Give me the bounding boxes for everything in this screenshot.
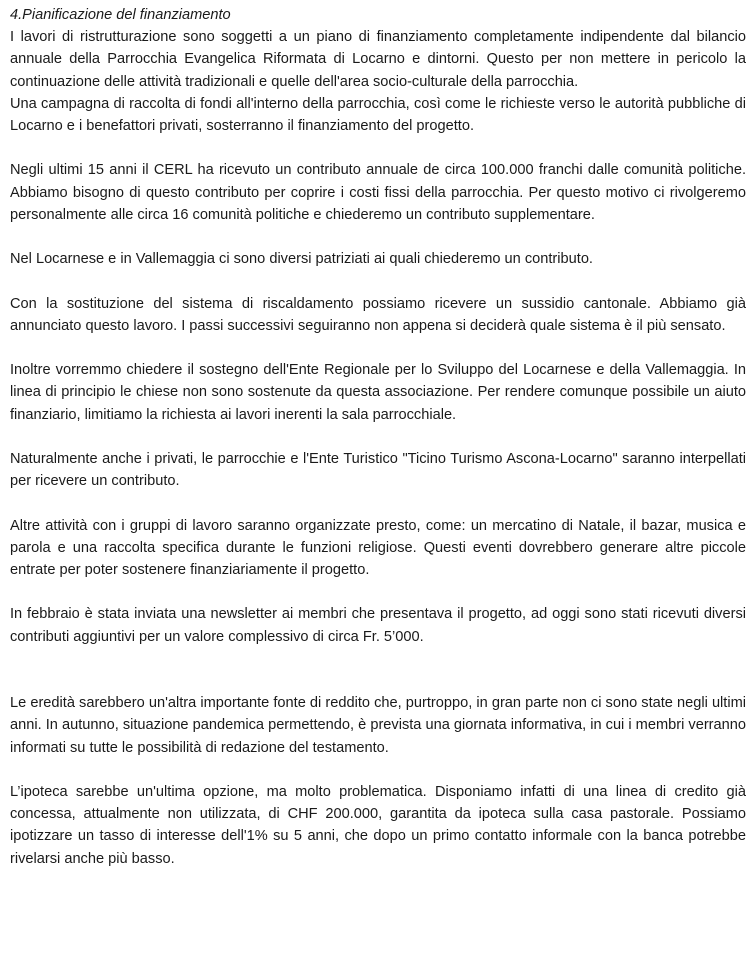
paragraph-mortgage: L’ipoteca sarebbe un'ultima opzione, ma molto problematica. Disponiamo infatti di una linea di credito già concessa, attualmente non utilizzata, di CHF 200.000, garantita da ipoteca sulla casa pastorale. Possiamo ipotizzare un tasso di interesse dell'1% su 5 anni, che dopo un primo contatto informale con la banca potrebbe rivelarsi anche più basso.	[10, 783, 746, 867]
paragraph-spacer	[10, 759, 746, 781]
paragraph-newsletter: In febbraio è stata inviata una newsletter ai membri che presentava il progetto, ad oggi sono stati ricevuti diversi contributi aggiuntivi per un valore complessivo di circa Fr. 5’000.	[10, 606, 746, 645]
paragraph-inheritances: Le eredità sarebbero un'altra importante fonte di reddito che, purtroppo, in gran parte non ci sono state negli ultimi anni. In autunno, situazione pandemica permettendo, è prevista una giornata informativa, in cui i membri verranno informati su tutte le possibilità di redazione del testamento.	[10, 695, 746, 756]
paragraph-regional-development: Inoltre vorremmo chiedere il sostegno dell'Ente Regionale per lo Sviluppo del Locarnese e della Vallemaggia. In linea di principio le chiese non sono sostenute da questa associazione. Per rendere comunque possibile un aiuto finanziario, limitiamo la richiesta ai lavori inerenti la sala parrocchiale.	[10, 362, 746, 423]
paragraph-heating-subsidy: Con la sostituzione del sistema di riscaldamento possiamo ricevere un sussidio cantonale. Abbiamo già annunciato questo lavoro. I passi successivi seguiranno non appena si deciderà quale sistema è il più sensato.	[10, 295, 746, 334]
document-page	[10, 4, 746, 870]
paragraph-spacer	[10, 426, 746, 448]
paragraph-private-donors: Naturalmente anche i privati, le parrocchie e l'Ente Turistico "Ticino Turismo Ascona-Locarno" saranno interpellati per ricevere un contributo.	[10, 450, 746, 490]
paragraph-patriziati: Nel Locarnese e in Vallemaggia ci sono diversi patriziati ai quali chiederemo un contributo.	[10, 251, 593, 268]
paragraph-spacer	[10, 226, 746, 248]
section-title: 4.Pianificazione del finanziamento	[10, 7, 231, 23]
paragraph-spacer	[10, 137, 746, 159]
paragraph-spacer	[10, 648, 746, 692]
paragraph-other-activities: Altre attività con i gruppi di lavoro saranno organizzate presto, come: un mercatino di Natale, il bazar, musica e parola e una raccolta specifica durante le funzioni religiose. Questi eventi dovrebbero generare altre piccole entrate per poter sostenere finanziariamente il progetto.	[10, 517, 746, 578]
paragraph-spacer	[10, 270, 746, 292]
paragraph-fundraising-campaign: Una campagna di raccolta di fondi all'interno della parrocchia, così come le richieste verso le autorità pubbliche di Locarno e i benefattori privati, sosterranno il finanziamento del progetto.	[10, 95, 746, 135]
paragraph-independent-plan: I lavori di ristrutturazione sono soggetti a un piano di finanziamento completamente indipendente dal bilancio annuale della Parrocchia Evangelica Riformata di Locarno e dintorni. Questo per non mettere in pericolo la continuazione delle attività tradizionali e quelle dell'area socio-culturale della parrocchia.	[10, 29, 746, 90]
paragraph-spacer	[10, 337, 746, 359]
paragraph-spacer	[10, 492, 746, 514]
paragraph-spacer	[10, 581, 746, 603]
paragraph-political-communities: Negli ultimi 15 anni il CERL ha ricevuto un contributo annuale de circa 100.000 franchi dalle comunità politiche. Abbiamo bisogno di questo contributo per coprire i costi fissi della parrocchia. Per questo motivo ci rivolgeremo personalmente alle circa 16 comunità politiche e chiederemo un contributo supplementare.	[10, 162, 746, 223]
